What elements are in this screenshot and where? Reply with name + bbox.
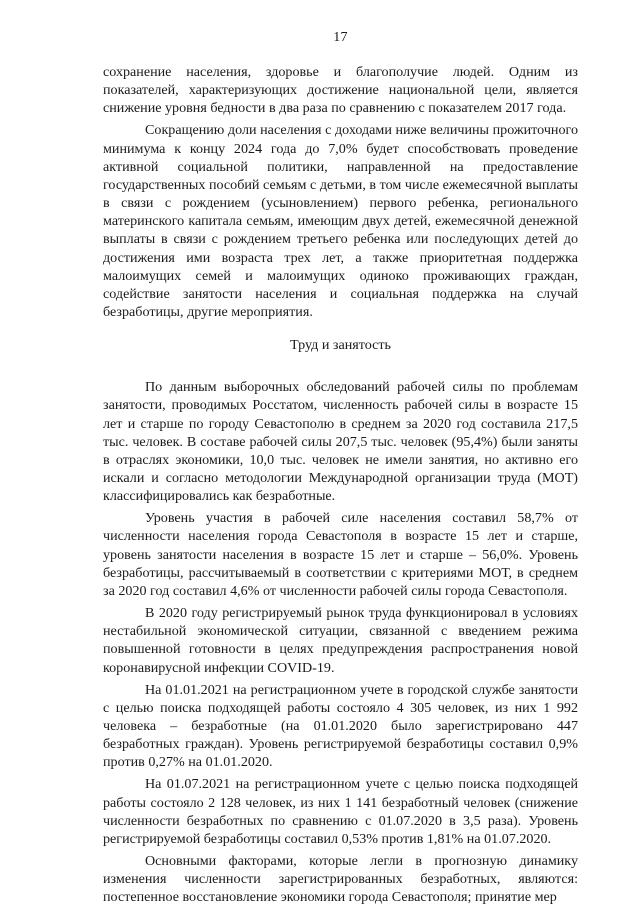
paragraph-main-factors: Основными факторами, которые легли в прогнозную динамику изменения численности зарегистрированных безработных, являются: постепенное восстановление экономики города Севастополя; принятие мер xyxy=(103,853,578,906)
paragraph-registered-2021-01: На 01.01.2021 на регистрационном учете в городской службе занятости с целью поиска подходящей работы состояло 4 305 человек, из них 1 992 человека – безработные (на 01.01.2020 было зарегистрировано 447 безработных граждан). Уровень регистрируемой безработицы составил 0,9% против 0,27% на 01.01.2020. xyxy=(103,681,578,771)
paragraph-social-policy: Сокращению доли населения с доходами ниже величины прожиточного минимума к концу 2024 года до 7,0% будет способствовать проведение активной социальной политики, направленной на предоставление государственных пособий семьям с детьми, в том числе ежемесячной выплаты в связи с рождением (усыновлением) первого ребенка, регионального материнского капитала семьям, имеющим двух детей, ежемесячной денежной выплаты в связи с рождением третьего ребенка или последующих детей до достижения ими возраста трех лет, а также приоритетная поддержка малоимущих семей и малоимущих одиноко проживающих граждан, содействие занятости населения и социальная поддержка на случай безработицы, другие мероприятия. xyxy=(103,122,578,321)
paragraph-labor-market-2020: В 2020 году регистрируемый рынок труда функционировал в условиях нестабильной экономической ситуации, связанной с введением режима повышенной готовности в целях предупреждения распространения новой коронавирусной инфекции COVID-19. xyxy=(103,605,578,676)
section-heading-labor: Труд и занятость xyxy=(290,337,391,354)
page-number: 17 xyxy=(333,30,348,45)
paragraph-registered-2021-07: На 01.07.2021 на регистрационном учете с целью поиска подходящей работы состояло 2 128 человек, из них 1 141 безработный человек (снижение численности безработных по сравнению с 01.07.2020 в 3,5 раза). Уровень регистрируемой безработицы составил 0,53% против 1,81% на 01.07.2020. xyxy=(103,776,578,847)
paragraph-labor-force: По данным выборочных обследований рабочей силы по проблемам занятости, проводимых Росстатом, численность рабочей силы в возрасте 15 лет и старше по городу Севастополю в среднем за 2020 год составила 217,5 тыс. человек. В составе рабочей силы 207,5 тыс. человек (95,4%) были заняты в отраслях экономики, 10,0 тыс. человек не имели занятия, но активно его искали и согласно методологии Международной организации труда (МОТ) классифицировались как безработные. xyxy=(103,379,578,505)
paragraph-poverty-goal: сохранение населения, здоровье и благополучие людей. Одним из показателей, характеризующих достижение национальной цели, является снижение уровня бедности в два раза по сравнению с показателем 2017 года. xyxy=(103,64,578,117)
paragraph-participation-rate: Уровень участия в рабочей силе населения составил 58,7% от численности населения города Севастополя в возрасте 15 лет и старше, уровень занятости населения в возрасте 15 лет и старше – 56,0%. Уровень безработицы, рассчитываемый в соответствии с критериями МОТ, в среднем за 2020 год составил 4,6% от численности рабочей силы города Севастополя. xyxy=(103,510,578,599)
